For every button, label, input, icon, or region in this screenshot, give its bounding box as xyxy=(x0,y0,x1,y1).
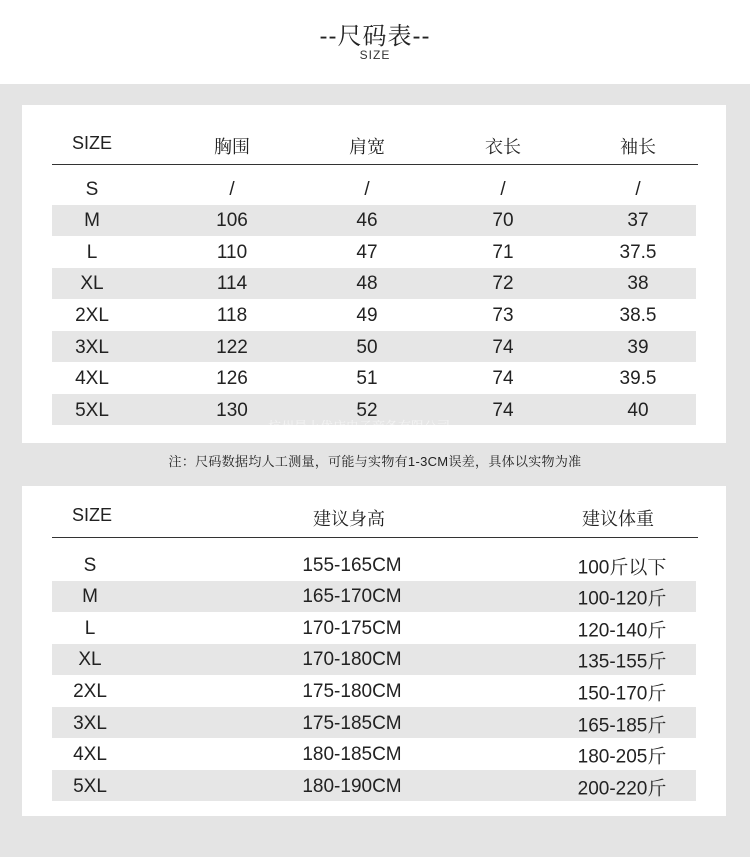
table-cell: 51 xyxy=(356,367,378,389)
header-sleeve: 袖长 xyxy=(620,137,656,157)
header-divider xyxy=(52,164,698,165)
table-cell: M xyxy=(82,585,98,607)
table-cell: 155-165CM xyxy=(302,554,402,576)
recommendation-table-card xyxy=(22,486,726,816)
table-cell: 74 xyxy=(492,336,514,358)
table-cell: 72 xyxy=(492,273,514,295)
table-row xyxy=(52,268,696,299)
table-cell: 49 xyxy=(356,304,378,326)
table-cell: 100斤以下 xyxy=(577,557,667,579)
table-cell: / xyxy=(500,178,506,200)
table-cell: 40 xyxy=(627,399,649,421)
table-cell: 135-155斤 xyxy=(577,651,667,673)
table-cell: 100-120斤 xyxy=(577,588,667,610)
table-cell: 110 xyxy=(216,241,248,263)
table-cell: L xyxy=(86,241,98,263)
table-cell: 37 xyxy=(627,209,649,231)
table-row xyxy=(52,299,696,330)
table-row xyxy=(52,549,696,580)
table-cell: 4XL xyxy=(73,743,107,765)
table-cell: 39.5 xyxy=(619,367,657,389)
table-cell: 175-185CM xyxy=(302,712,402,734)
table-cell: 180-185CM xyxy=(302,743,402,765)
header-shoulder: 肩宽 xyxy=(349,137,385,157)
table-cell: 73 xyxy=(492,304,514,326)
table-cell: 48 xyxy=(356,273,378,295)
table-cell: 122 xyxy=(216,336,248,358)
table-cell: 5XL xyxy=(73,775,107,797)
table-row xyxy=(52,363,696,394)
table-cell: / xyxy=(635,178,641,200)
table-row xyxy=(52,581,696,612)
table-row xyxy=(52,675,696,706)
table-cell: 74 xyxy=(492,399,514,421)
table-cell: 38.5 xyxy=(619,304,657,326)
table-cell: L xyxy=(84,617,96,639)
table-cell: 50 xyxy=(356,336,378,358)
header-size: SIZE xyxy=(71,133,113,153)
table-cell: 70 xyxy=(492,209,514,231)
table-row xyxy=(52,236,696,267)
table-cell: 3XL xyxy=(73,712,107,734)
table-cell: 39 xyxy=(627,336,649,358)
table-cell: 180-190CM xyxy=(302,775,402,797)
table-row xyxy=(52,173,696,204)
table-cell: 38 xyxy=(627,273,649,295)
header-chest: 胸围 xyxy=(214,137,250,157)
header-divider xyxy=(52,537,698,538)
page-subtitle: SIZE xyxy=(359,48,391,62)
table-cell: 118 xyxy=(216,304,248,326)
table-row xyxy=(52,612,696,643)
header-size: SIZE xyxy=(71,505,113,525)
header-height: 建议身高 xyxy=(313,509,385,529)
watermark-text: 杭州晨上优店电子商务有限公司 xyxy=(268,419,451,434)
table-cell: XL xyxy=(78,649,102,671)
table-cell: 37.5 xyxy=(619,241,657,263)
table-cell: 2XL xyxy=(73,680,107,702)
table-cell: 150-170斤 xyxy=(577,683,667,705)
table-row xyxy=(52,770,696,801)
table-cell: XL xyxy=(80,273,104,295)
table-row xyxy=(52,739,696,770)
table-cell: 4XL xyxy=(75,367,109,389)
table-cell: 74 xyxy=(492,367,514,389)
page-title: --尺码表-- xyxy=(319,23,431,50)
table-cell: 2XL xyxy=(75,304,109,326)
table-cell: M xyxy=(84,209,100,231)
table-row xyxy=(52,644,696,675)
table-cell: 165-185斤 xyxy=(577,715,667,737)
table-cell: / xyxy=(364,178,370,200)
table-cell: 180-205斤 xyxy=(577,746,667,768)
table-cell: 165-170CM xyxy=(302,585,402,607)
table-cell: 47 xyxy=(356,241,378,263)
table-cell: 130 xyxy=(216,399,248,421)
table-cell: 114 xyxy=(216,273,248,295)
table-cell: 170-180CM xyxy=(302,649,402,671)
header-length: 衣长 xyxy=(485,137,521,157)
table-cell: 175-180CM xyxy=(302,680,402,702)
table-cell: 106 xyxy=(216,209,248,231)
page-header xyxy=(0,0,750,84)
table-cell: 3XL xyxy=(75,336,109,358)
table-cell: 46 xyxy=(356,209,378,231)
table-cell: S xyxy=(85,178,99,200)
measurement-table-card xyxy=(22,105,726,443)
table-cell: 52 xyxy=(356,399,378,421)
table-cell: 71 xyxy=(492,241,514,263)
table-row xyxy=(52,331,696,362)
table-row xyxy=(52,205,696,236)
table-cell: 5XL xyxy=(75,399,109,421)
table-cell: S xyxy=(83,554,97,576)
header-weight: 建议体重 xyxy=(582,509,654,529)
measurement-note: 注：尺码数据均人工测量，可能与实物有1-3CM误差，具体以实物为准 xyxy=(168,454,582,469)
table-cell: / xyxy=(229,178,235,200)
table-cell: 120-140斤 xyxy=(577,620,667,642)
table-row xyxy=(52,707,696,738)
table-cell: 126 xyxy=(216,367,248,389)
table-cell: 170-175CM xyxy=(302,617,402,639)
table-cell: 200-220斤 xyxy=(577,778,667,800)
